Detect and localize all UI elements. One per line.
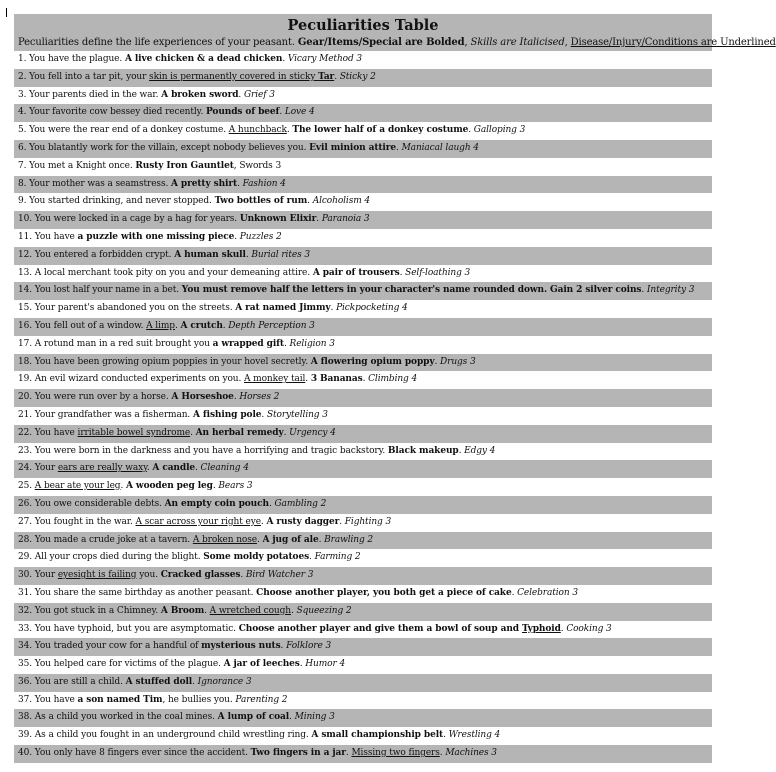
text-segment: Fashion 4: [242, 178, 286, 189]
text-segment: A broken sword: [161, 89, 239, 100]
text-segment: 26. You owe considerable debts.: [18, 498, 165, 509]
table-row: [14, 567, 712, 585]
table-row: [14, 104, 712, 122]
text-segment: Climbing 4: [368, 374, 418, 385]
text-cursor: [6, 8, 7, 17]
text-segment: Puzzles 2: [239, 231, 282, 242]
text-segment: 40. You only have 8 fingers ever since the accident.: [18, 748, 251, 759]
text-segment: skin is permanently covered in sticky: [149, 71, 319, 82]
table-row: [14, 87, 712, 105]
text-segment: Ignorance 3: [197, 676, 252, 687]
table-row: [14, 265, 712, 283]
text-segment: 5. You were the rear end of a donkey costume.: [18, 125, 229, 136]
text-segment: .: [309, 552, 315, 563]
text-segment: , Swords 3: [233, 160, 282, 171]
text-segment: 24. Your: [18, 463, 58, 474]
text-segment: 36. You are still a child.: [18, 676, 126, 687]
text-segment: A live chicken & a dead chicken: [124, 54, 283, 64]
text-segment: Alcoholism 4: [312, 196, 371, 207]
text-segment: 39. As a child you fought in an underground child wrestling ring.: [18, 730, 312, 741]
text-segment: Self-loathing 3: [405, 267, 471, 278]
table-row: [14, 745, 712, 763]
text-segment: 25.: [18, 481, 35, 492]
text-segment: A scar across your right eye: [135, 516, 261, 527]
text-segment: Mining 3: [294, 712, 335, 723]
text-segment: Rusty Iron Gauntlet: [135, 160, 234, 171]
text-segment: .: [560, 623, 567, 634]
text-segment: .: [290, 605, 297, 616]
text-segment: eyesight is failing: [57, 570, 137, 581]
text-segment: Cracked glasses: [160, 570, 241, 581]
table-row: [14, 514, 712, 532]
table-row: [14, 443, 712, 461]
table-row: [14, 532, 712, 550]
text-segment: 17. A rotund man in a red suit brought you: [18, 338, 213, 349]
text-segment: .: [318, 534, 325, 545]
text-segment: 29. All your crops died during the blight.: [18, 552, 204, 563]
text-segment: Farming 2: [314, 552, 361, 563]
table-row: [14, 549, 712, 567]
text-segment: .: [434, 356, 440, 367]
text-segment: .: [282, 54, 288, 64]
text-segment: A rat named Jimmy: [235, 303, 331, 314]
table-row: [14, 674, 712, 692]
table-header: [14, 14, 776, 51]
text-segment: .: [238, 89, 244, 100]
text-segment: A Horseshoe: [171, 392, 234, 403]
table-row: [14, 621, 712, 639]
text-segment: A monkey tail: [244, 374, 306, 385]
text-segment: A lump of coal: [217, 712, 290, 723]
text-segment: irritable bowel syndrome: [77, 427, 191, 438]
table-row: [14, 122, 712, 140]
text-segment: .: [443, 730, 449, 741]
text-segment: A stuffed doll: [125, 676, 193, 687]
text-segment: .: [212, 481, 219, 492]
text-segment: .: [641, 285, 647, 296]
text-segment: Vicary Method 3: [287, 54, 363, 64]
text-segment: Some moldy potatoes: [203, 552, 310, 563]
text-segment: mysterious nuts: [201, 641, 281, 652]
table-row: [14, 638, 712, 656]
text-segment: Storytelling 3: [266, 409, 328, 420]
table-row: [14, 282, 712, 300]
table-row: [14, 300, 712, 318]
text-segment: 10. You were locked in a cage by a hag for years.: [18, 214, 240, 225]
text-segment: 30. Your: [18, 570, 58, 581]
text-segment: .: [283, 338, 290, 349]
text-segment: Bird Watcher 3: [245, 570, 314, 581]
text-segment: .: [190, 427, 196, 438]
text-segment: Love 4: [284, 107, 315, 118]
text-segment: .: [195, 463, 201, 474]
text-segment: Choose another player, you both get a piece of cake: [256, 587, 512, 598]
text-segment: A fishing pole: [192, 409, 262, 420]
text-segment: 8. Your mother was a seamstress.: [18, 178, 171, 189]
text-segment: .: [362, 374, 369, 385]
text-segment: Parenting 2: [235, 694, 288, 705]
text-segment: 18. You have been growing opium poppies in your hovel secretly.: [18, 356, 311, 367]
table-row: [14, 389, 712, 407]
text-segment: You must remove half the letters in your character's name rounded down. Gain 2 silver coins: [181, 285, 642, 296]
text-segment: .: [146, 463, 153, 474]
text-segment: .: [283, 427, 290, 438]
text-segment: .: [458, 445, 465, 456]
text-segment: Machines 3: [445, 748, 497, 759]
text-segment: A limp: [146, 320, 175, 331]
text-segment: A rusty dagger: [266, 516, 340, 527]
text-segment: 4. Your favorite cow bessey died recently.: [18, 107, 206, 118]
table-row: [14, 318, 712, 336]
text-segment: A jug of ale: [262, 534, 319, 545]
table-row: [14, 407, 712, 425]
table-row: [14, 496, 712, 514]
text-segment: Sticky 2: [339, 71, 376, 82]
table-row: [14, 460, 712, 478]
text-segment: Disease/Injury/Conditions are Underlined: [570, 37, 776, 48]
text-segment: Pickpocketing 4: [336, 303, 408, 314]
text-segment: Black makeup: [387, 445, 459, 456]
text-segment: Peculiarities define the life experiences of your peasant.: [18, 37, 298, 48]
text-segment: Cleaning 4: [200, 463, 249, 474]
text-segment: A flowering opium poppy: [310, 356, 435, 367]
text-segment: ,: [464, 37, 471, 48]
table-subtitle: [18, 36, 776, 50]
table-row: [14, 709, 712, 727]
text-segment: Edgy 4: [464, 445, 496, 456]
table-row: [14, 478, 712, 496]
text-segment: Evil minion attire: [309, 142, 397, 153]
text-segment: .: [234, 231, 240, 242]
text-segment: .: [439, 748, 446, 759]
text-segment: 1. You have the plague.: [18, 54, 125, 64]
text-segment: Maniacal laugh 4: [401, 142, 479, 153]
table-row: [14, 69, 712, 87]
text-segment: A small championship belt: [311, 730, 444, 741]
text-segment: 31. You share the same birthday as another peasant.: [18, 587, 257, 598]
text-segment: .: [280, 641, 287, 652]
text-segment: .: [237, 178, 243, 189]
text-segment: Brawling 2: [324, 534, 374, 545]
text-segment: 37. You have: [18, 694, 78, 705]
text-segment: Folklore 3: [286, 641, 332, 652]
table-row: [14, 158, 712, 176]
table-row: [14, 247, 712, 265]
text-segment: .: [204, 605, 210, 616]
text-segment: 20. You were run over by a horse.: [18, 392, 172, 403]
table-row: [14, 656, 712, 674]
text-segment: .: [299, 659, 306, 670]
text-segment: .: [240, 570, 246, 581]
table-row: [14, 692, 712, 710]
table-row: [14, 727, 712, 745]
text-segment: An empty coin pouch: [164, 498, 269, 509]
text-segment: Skills are Italicised: [470, 37, 565, 48]
table-row: [14, 336, 712, 354]
table-row: [14, 585, 712, 603]
text-segment: 2. You fell into a tar pit, your: [18, 71, 150, 82]
text-segment: The lower half of a donkey costume: [292, 125, 469, 136]
text-segment: .: [279, 107, 285, 118]
text-segment: .: [261, 409, 267, 420]
text-segment: .: [511, 587, 518, 598]
text-segment: 7. You met a Knight once.: [18, 160, 136, 171]
text-segment: Humor 4: [305, 659, 346, 670]
text-segment: .: [222, 320, 229, 331]
text-segment: Pounds of beef: [205, 107, 280, 118]
text-segment: .: [260, 516, 267, 527]
text-segment: 21. Your grandfather was a fisherman.: [18, 409, 193, 420]
table-row: [14, 176, 712, 194]
text-segment: A jar of leeches: [223, 659, 300, 670]
text-segment: .: [345, 748, 352, 759]
text-segment: Typhoid: [522, 623, 561, 634]
text-segment: .: [289, 712, 295, 723]
text-segment: A crutch: [180, 320, 223, 331]
text-segment: 38. As a child you worked in the coal mines.: [18, 712, 218, 723]
text-segment: Paranoia 3: [321, 214, 370, 225]
text-segment: A broken nose: [192, 534, 257, 545]
text-segment: Choose another player and give them a bowl of soup and: [238, 623, 522, 634]
text-segment: .: [305, 374, 311, 385]
text-segment: Squeezing 2: [296, 605, 352, 616]
text-segment: 27. You fought in the war.: [18, 516, 136, 527]
text-segment: 3. Your parents died in the war.: [18, 89, 162, 100]
text-segment: A pretty shirt: [170, 178, 238, 189]
text-segment: .: [245, 249, 252, 260]
text-segment: a son named Tim: [77, 694, 163, 705]
text-segment: A wretched cough: [209, 605, 291, 616]
table-row: [14, 51, 712, 69]
text-segment: Cooking 3: [566, 623, 612, 634]
text-segment: .: [286, 125, 293, 136]
table-row: [14, 211, 712, 229]
text-segment: Bears 3: [218, 481, 253, 492]
text-segment: 12. You entered a forbidden crypt.: [18, 249, 175, 260]
text-segment: 35. You helped care for victims of the plague.: [18, 659, 224, 670]
text-segment: you.: [136, 570, 161, 581]
text-segment: .: [192, 676, 198, 687]
text-segment: Missing two fingers: [351, 748, 440, 759]
text-segment: Religion 3: [289, 338, 335, 349]
text-segment: Wrestling 4: [448, 730, 501, 741]
text-segment: Burial rites 3: [251, 249, 310, 260]
text-segment: Integrity 3: [646, 285, 695, 296]
text-segment: 16. You fell out of a window.: [18, 320, 147, 331]
text-segment: .: [120, 481, 126, 492]
text-segment: ears are really waxy: [57, 463, 147, 474]
text-segment: 14. You lost half your name in a bet.: [18, 285, 182, 296]
table-row: [14, 354, 712, 372]
text-segment: Depth Perception 3: [228, 320, 315, 331]
text-segment: A bear ate your leg: [34, 481, 121, 492]
peculiarities-table: [14, 14, 776, 763]
text-segment: .: [399, 267, 406, 278]
table-body: [14, 51, 712, 763]
text-segment: 13. A local merchant took pity on you and your demeaning attire.: [18, 267, 313, 278]
text-segment: 28. You made a crude joke at a tavern.: [18, 534, 193, 545]
text-segment: Fighting 3: [344, 516, 392, 527]
text-segment: 6. You blatantly work for the villain, except nobody believes you.: [18, 142, 310, 153]
text-segment: An herbal remedy: [195, 427, 284, 438]
text-segment: Tar: [318, 71, 335, 82]
text-segment: .: [330, 303, 337, 314]
text-segment: 33. You have typhoid, but you are asymptomatic.: [18, 623, 239, 634]
text-segment: a wrapped gift: [212, 338, 284, 349]
text-segment: ,: [564, 37, 571, 48]
text-segment: Horses 2: [239, 392, 280, 403]
text-segment: Two fingers in a jar: [250, 748, 346, 759]
text-segment: 15. Your parent's abandoned you on the streets.: [18, 303, 236, 314]
table-row: [14, 603, 712, 621]
text-segment: a puzzle with one missing piece: [77, 231, 235, 242]
text-segment: Galloping 3: [473, 125, 526, 136]
table-row: [14, 229, 712, 247]
text-segment: 23. You were born in the darkness and you have a horrifying and tragic backstory.: [18, 445, 388, 456]
text-segment: Gambling 2: [274, 498, 327, 509]
text-segment: Drugs 3: [440, 356, 476, 367]
text-segment: .: [256, 534, 263, 545]
text-segment: A human skull: [174, 249, 246, 260]
text-segment: A Broom: [160, 605, 205, 616]
table-row: [14, 425, 712, 443]
text-segment: Unknown Elixir: [239, 214, 317, 225]
text-segment: .: [316, 214, 322, 225]
text-segment: .: [339, 516, 345, 527]
text-segment: A candle: [152, 463, 196, 474]
text-segment: .: [334, 71, 340, 82]
table-title: Peculiarities Table: [287, 17, 439, 34]
text-segment: .: [396, 142, 402, 153]
text-segment: .: [468, 125, 474, 136]
text-segment: 3 Bananas: [310, 374, 363, 385]
text-segment: .: [233, 392, 240, 403]
text-segment: Celebration 3: [517, 587, 578, 598]
table-row: [14, 371, 712, 389]
text-segment: Gear/Items/Special are Bolded: [297, 37, 465, 48]
text-segment: 19. An evil wizard conducted experiments on you.: [18, 374, 245, 385]
text-segment: , he bullies you.: [162, 694, 236, 705]
text-segment: 22. You have: [18, 427, 78, 438]
text-segment: .: [307, 196, 313, 207]
table-row: [14, 193, 712, 211]
text-segment: A pair of trousers: [312, 267, 400, 278]
text-segment: 34. You traded your cow for a handful of: [18, 641, 202, 652]
text-segment: .: [268, 498, 275, 509]
text-segment: .: [174, 320, 181, 331]
text-segment: 32. You got stuck in a Chimney.: [18, 605, 161, 616]
text-segment: Urgency 4: [289, 427, 336, 438]
text-segment: Grief 3: [243, 89, 275, 100]
text-segment: 9. You started drinking, and never stopped.: [18, 196, 215, 207]
text-segment: 11. You have: [18, 231, 78, 242]
text-segment: A wooden peg leg: [126, 481, 213, 492]
text-segment: A hunchback: [228, 125, 287, 136]
table-row: [14, 140, 712, 158]
text-segment: Two bottles of rum: [214, 196, 308, 207]
